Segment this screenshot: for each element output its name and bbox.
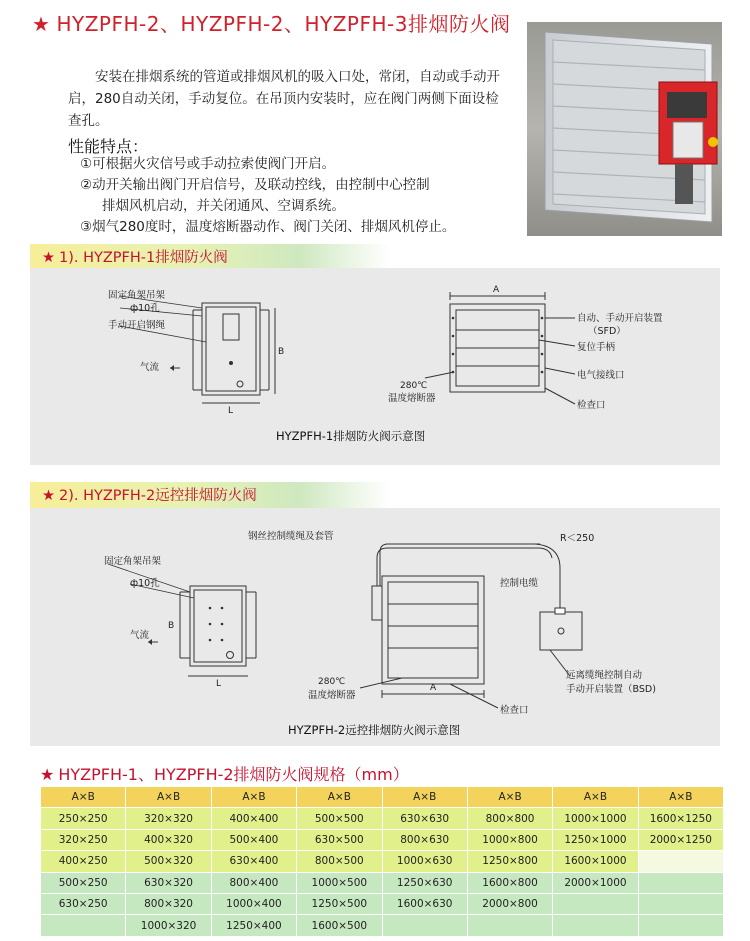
label-dim-b-2: B xyxy=(168,621,175,631)
label-remote-device-2: 手动开启装置（BSD) xyxy=(566,684,656,695)
label-radius: R＜250 xyxy=(560,533,595,544)
table-cell: 1250×400 xyxy=(211,915,296,936)
features-heading: 性能特点： xyxy=(68,137,149,156)
feature-item: ③烟气280度时，温度熔断器动作、阀门关闭、排烟风机停止。 xyxy=(80,219,456,235)
table-cell: 1250×500 xyxy=(297,893,382,914)
label-manual-rope: 手动开启钢绳 xyxy=(108,320,166,331)
page-title xyxy=(32,8,510,37)
table-cell: 400×250 xyxy=(41,851,126,872)
table-cell: 320×250 xyxy=(41,829,126,850)
table-cell: 1250×630 xyxy=(382,872,467,893)
label-steel-cable: 钢丝控制缆绳及套管 xyxy=(248,531,334,542)
table-header: A×B xyxy=(297,787,382,808)
product-photo xyxy=(527,22,722,236)
table-row xyxy=(41,829,724,850)
table-cell xyxy=(382,915,467,936)
label-dim-l-2: L xyxy=(216,679,222,689)
section2-title: 2). HYZPFH-2远控排烟防火阀 xyxy=(59,488,257,504)
table-cell: 1250×1000 xyxy=(553,829,638,850)
table-cell xyxy=(638,851,723,872)
label-temp-280-2: 280℃ xyxy=(318,677,346,687)
table-cell: 800×500 xyxy=(297,851,382,872)
section1-title: 1). HYZPFH-1排烟防火阀 xyxy=(59,250,228,266)
table-cell: 1000×630 xyxy=(382,851,467,872)
label-sfd: （SFD） xyxy=(588,326,626,337)
table-cell: 500×400 xyxy=(211,829,296,850)
table-cell xyxy=(553,915,638,936)
label-dim-b: B xyxy=(278,347,285,357)
table-cell xyxy=(638,872,723,893)
spec-table xyxy=(40,786,724,937)
table-cell: 1600×630 xyxy=(382,893,467,914)
label-inspection-port-2: 检查口 xyxy=(500,705,529,716)
table-cell: 800×630 xyxy=(382,829,467,850)
diagram2-caption: HYZPFH-2远控排烟防火阀示意图 xyxy=(288,723,461,737)
intro-paragraph xyxy=(68,66,508,132)
table-cell: 630×400 xyxy=(211,851,296,872)
label-dim-l: L xyxy=(228,406,234,416)
table-cell: 2000×1000 xyxy=(553,872,638,893)
page-title-text: HYZPFH-2、HYZPFH-2、HYZPFH-3排烟防火阀 xyxy=(56,12,511,36)
feature-item: ②动开关输出阀门开启信号，及联动控线，由控制中心控制 xyxy=(80,177,430,193)
table-cell: 1600×800 xyxy=(467,872,552,893)
table-cell xyxy=(467,915,552,936)
table-row xyxy=(41,915,724,936)
table-header: A×B xyxy=(467,787,552,808)
label-airflow-2: 气流 xyxy=(130,630,150,641)
table-row xyxy=(41,872,724,893)
label-temp-280: 280℃ xyxy=(400,381,428,391)
table-cell: 320×320 xyxy=(126,808,211,829)
diagram-hyzpfh2 xyxy=(30,508,720,746)
table-cell: 500×500 xyxy=(297,808,382,829)
spec-title-text: HYZPFH-1、HYZPFH-2排烟防火阀规格（mm） xyxy=(58,765,409,784)
spec-title xyxy=(40,762,409,785)
label-hole: ф10孔 xyxy=(130,303,160,314)
table-header: A×B xyxy=(211,787,296,808)
table-header: A×B xyxy=(553,787,638,808)
label-inspection-port: 检查口 xyxy=(577,400,606,411)
table-header: A×B xyxy=(638,787,723,808)
label-auto-manual-device: 自动、手动开启装置 xyxy=(577,313,663,324)
intro-text: 安装在排烟系统的管道或排烟风机的吸入口处，常闭，自动或手动开启，280自动关闭，手动复位。在吊顶内安装时，应在阀门两侧下面设检查孔。 xyxy=(68,69,500,129)
table-cell: 1600×1000 xyxy=(553,851,638,872)
table-row xyxy=(41,893,724,914)
feature-item: ①可根据火灾信号或手动拉索使阀门开启。 xyxy=(80,156,336,172)
star-icon: ★ xyxy=(32,12,51,36)
section2-banner xyxy=(30,482,390,510)
table-cell xyxy=(638,915,723,936)
table-row xyxy=(41,808,724,829)
label-control-cable: 控制电缆 xyxy=(500,578,539,589)
table-cell: 630×250 xyxy=(41,893,126,914)
table-row xyxy=(41,851,724,872)
table-header: A×B xyxy=(126,787,211,808)
table-cell: 1000×400 xyxy=(211,893,296,914)
table-cell: 1600×500 xyxy=(297,915,382,936)
label-airflow: 气流 xyxy=(140,362,160,373)
label-temp-fuse: 温度熔断器 xyxy=(388,393,436,404)
table-cell: 630×500 xyxy=(297,829,382,850)
label-fixed-bracket: 固定角架吊架 xyxy=(108,290,166,301)
table-cell xyxy=(41,915,126,936)
label-fixed-bracket-2: 固定角架吊架 xyxy=(104,556,162,567)
table-cell: 630×320 xyxy=(126,872,211,893)
table-cell: 1000×320 xyxy=(126,915,211,936)
table-cell: 2000×800 xyxy=(467,893,552,914)
table-cell: 1000×1000 xyxy=(553,808,638,829)
label-reset-handle: 复位手柄 xyxy=(577,342,616,353)
table-cell: 500×320 xyxy=(126,851,211,872)
star-icon: ★ xyxy=(40,765,55,784)
table-cell: 630×630 xyxy=(382,808,467,829)
star-icon: ★ xyxy=(42,488,55,504)
table-cell: 1000×800 xyxy=(467,829,552,850)
table-cell: 1000×500 xyxy=(297,872,382,893)
table-cell: 800×400 xyxy=(211,872,296,893)
label-remote-device-1: 远离缆绳控制自动 xyxy=(566,670,643,681)
table-header: A×B xyxy=(382,787,467,808)
label-hole-2: ф10孔 xyxy=(130,578,160,589)
label-dim-a-2: A xyxy=(430,683,437,693)
table-cell: 1250×800 xyxy=(467,851,552,872)
table-cell: 1600×1250 xyxy=(638,808,723,829)
table-cell: 500×250 xyxy=(41,872,126,893)
table-cell xyxy=(553,893,638,914)
table-header-row xyxy=(41,787,724,808)
star-icon: ★ xyxy=(42,250,55,266)
table-cell: 400×320 xyxy=(126,829,211,850)
table-cell: 800×320 xyxy=(126,893,211,914)
table-cell: 400×400 xyxy=(211,808,296,829)
label-dim-a: A xyxy=(493,285,500,295)
table-cell: 250×250 xyxy=(41,808,126,829)
feature-item-cont: 排烟风机启动，并关闭通风、空调系统。 xyxy=(102,198,345,214)
table-cell: 2000×1250 xyxy=(638,829,723,850)
table-cell: 800×800 xyxy=(467,808,552,829)
label-electric-port: 电气接线口 xyxy=(577,370,625,381)
diagram-hyzpfh1 xyxy=(30,268,720,465)
diagram1-caption: HYZPFH-1排烟防火阀示意图 xyxy=(276,429,426,443)
features-list xyxy=(80,154,530,238)
table-cell xyxy=(638,893,723,914)
table-header: A×B xyxy=(41,787,126,808)
label-temp-fuse-2: 温度熔断器 xyxy=(308,690,356,701)
